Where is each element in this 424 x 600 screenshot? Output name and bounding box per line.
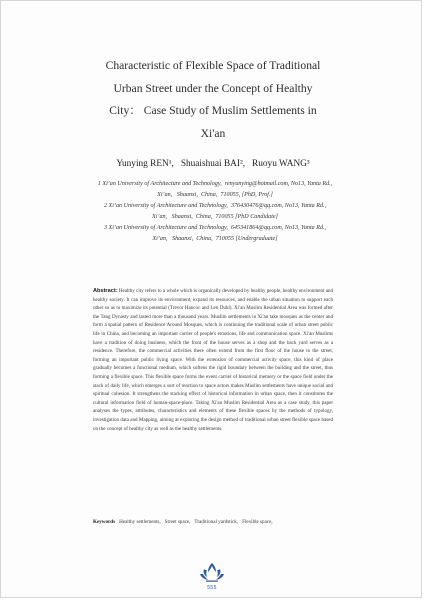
conference-logo-icon — [195, 561, 229, 583]
keywords-label: Keywords — [93, 519, 116, 525]
page-number: 555 — [207, 585, 217, 591]
abstract-text: Healthy city refers to a whole which is organically developed by healthy people, healthy environment and healthy society. It can improve its environment, expand its resources, and enable the urban situation to support each other so as to maximize its potential (Trevor Hancoc and Len Duhl). Xi'an Muslim Residential Area was formed after the Tang Dynasty and lasted more than a thousand years. Muslim settlements in Xi'an take mosques as the center and form a spatial pattern of Residence Around Mosques, which is continuing the traditional scale of urban street public life in China, and becoming an important carrier of people's emotions, life and communication space. Xi'an Muslims have a tradition of doing business, which the front of the house serves as a shop and the back yard serves as a residence. Therefore, the commercial activities there often extend from the first floor of the house to the street, forming an important public living space. With the extension of commercial activity space, this kind of place gradually becomes a functional medium, which softens the rigid boundary between the building and the street, thus forming a flexible space. This flexible space forms the event carrier of historical memory or the space field under the stack of daily life, which emerges a sort of reaction to space actors makes Muslim settlements have unique social and spiritual cohesion. It strengthens the stacking effect of historical information in urban space, then it constitutes the cultural information field of human-space-place. Taking Xi'an Muslim Residential Area as a case study, this paper analyses the types, attributes, characteristics and elements of these flexible spaces by the methods of typology, investigation data and Mapping, aiming at exploring the design method of traditional urban street flexible space based on the concept of healthy city as well as the healthy settlements. — [93, 288, 333, 432]
title-line: Xi'an — [200, 126, 226, 140]
affiliation-2: 2 Xi’an University of Architecture and Technology, 376430476@qq.com, No13, Yanta Rd., Xi’an, Shaanxi, China, 710055 [PhD Candidate] — [103, 203, 327, 220]
affiliation-list — [79, 179, 351, 245]
author-list: Yunying REN¹, Shuaishuai BAI², Ruoyu WANG³ — [116, 159, 310, 169]
keyword-item: Street space, — [164, 519, 191, 525]
keywords — [93, 518, 333, 526]
keyword-item: Flexible space, — [242, 519, 273, 525]
affiliation-3: 3 Xi’an University of Architecture and Technology, 645341864@qq.com, No13, Yanta Rd., Xi’an, Shaanxi, China, 710055 [Undergraduate] — [103, 225, 327, 242]
keyword-item: Healthy settlements, — [119, 519, 161, 525]
keyword-item: Traditional yardstick, — [194, 519, 239, 525]
title-line: Characteristic of Flexible Space of Traditional — [105, 59, 321, 72]
abstract-label: Abstract: — [93, 288, 118, 294]
abstract — [93, 287, 333, 433]
title-line: City： Case Study of Muslim Settlements in — [109, 104, 317, 117]
affiliation-1: 1 Xi’an University of Architecture and Technology, renyunying@hotmail.com, No13, Yanta Rd., Xi’an, Shaanxi, China, 710055, [PhD, Prof.] — [97, 181, 333, 198]
title-line: Urban Street under the Concept of Healthy — [113, 81, 313, 95]
paper-title — [63, 55, 363, 145]
